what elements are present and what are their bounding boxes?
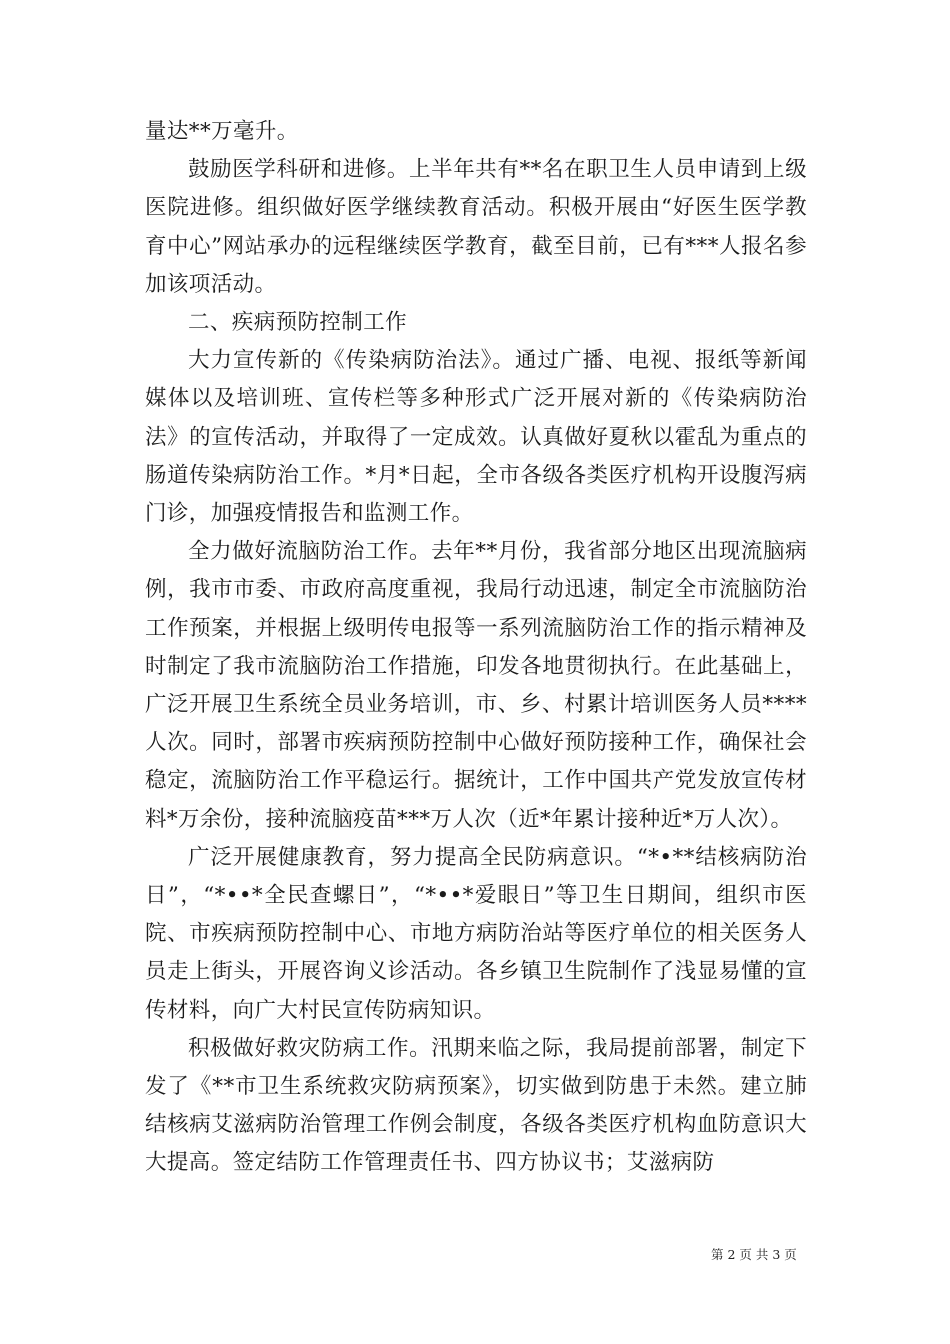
paragraph-5: 广泛开展健康教育，努力提高全民防病意识。“*•**结核病防治日”，“*••*全民查螺日”，“*••*爱眼日”等卫生日期间，组织市医院、市疾病预防控制中心、市地方病防治站等医疗单位的相关医务人员走上街头，开展咨询义诊活动。各乡镇卫生院制作了浅显易懂的宣传材料，向广大村民宣传防病知识。 bbox=[145, 844, 807, 1023]
paragraph-4: 全力做好流脑防治工作。去年**月份，我省部分地区出现流脑病例，我市市委、市政府高度重视，我局行动迅速，制定全市流脑防治工作预案，并根据上级明传电报等一系列流脑防治工作的指示精神及时制定了我市流脑防治工作措施，印发各地贯彻执行。在此基础上，广泛开展卫生系统全员业务培训，市、乡、村累计培训医务人员****人次。同时，部署市疾病预防控制中心做好预防接种工作，确保社会稳定，流脑防治工作平稳运行。据统计，工作中国共产党发放宣传材料*万余份，接种流脑疫苗***万人次（近*年累计接种近*万人次）。 bbox=[145, 539, 807, 832]
paragraph-3: 大力宣传新的《传染病防治法》。通过广播、电视、报纸等新闻媒体以及培训班、宣传栏等多种形式广泛开展对新的《传染病防治法》的宣传活动，并取得了一定成效。认真做好夏秋以霍乱为重点的肠道传染病防治工作。*月*日起，全市各级各类医疗机构开设腹泻病门诊，加强疫情报告和监测工作。 bbox=[145, 348, 807, 527]
paragraph-2: 鼓励医学科研和进修。上半年共有**名在职卫生人员申请到上级医院进修。组织做好医学继续教育活动。积极开展由“好医生医学教育中心”网站承办的远程继续医学教育，截至目前，已有***人报名参加该项活动。 bbox=[145, 157, 807, 297]
section-heading: 二、疾病预防控制工作 bbox=[188, 310, 408, 336]
paragraph-6: 积极做好救灾防病工作。汛期来临之际，我局提前部署，制定下发了《**市卫生系统救灾防病预案》，切实做到防患于未然。建立肺结核病艾滋病防治管理工作例会制度，各级各类医疗机构血防意识大大提高。签定结防工作管理责任书、四方协议书；艾滋病防 bbox=[145, 1035, 807, 1176]
page-number-footer: 第 2 页 共 3 页 bbox=[711, 1247, 797, 1262]
paragraph-1: 量达**万毫升。 bbox=[145, 119, 299, 144]
document-body bbox=[145, 113, 807, 1183]
